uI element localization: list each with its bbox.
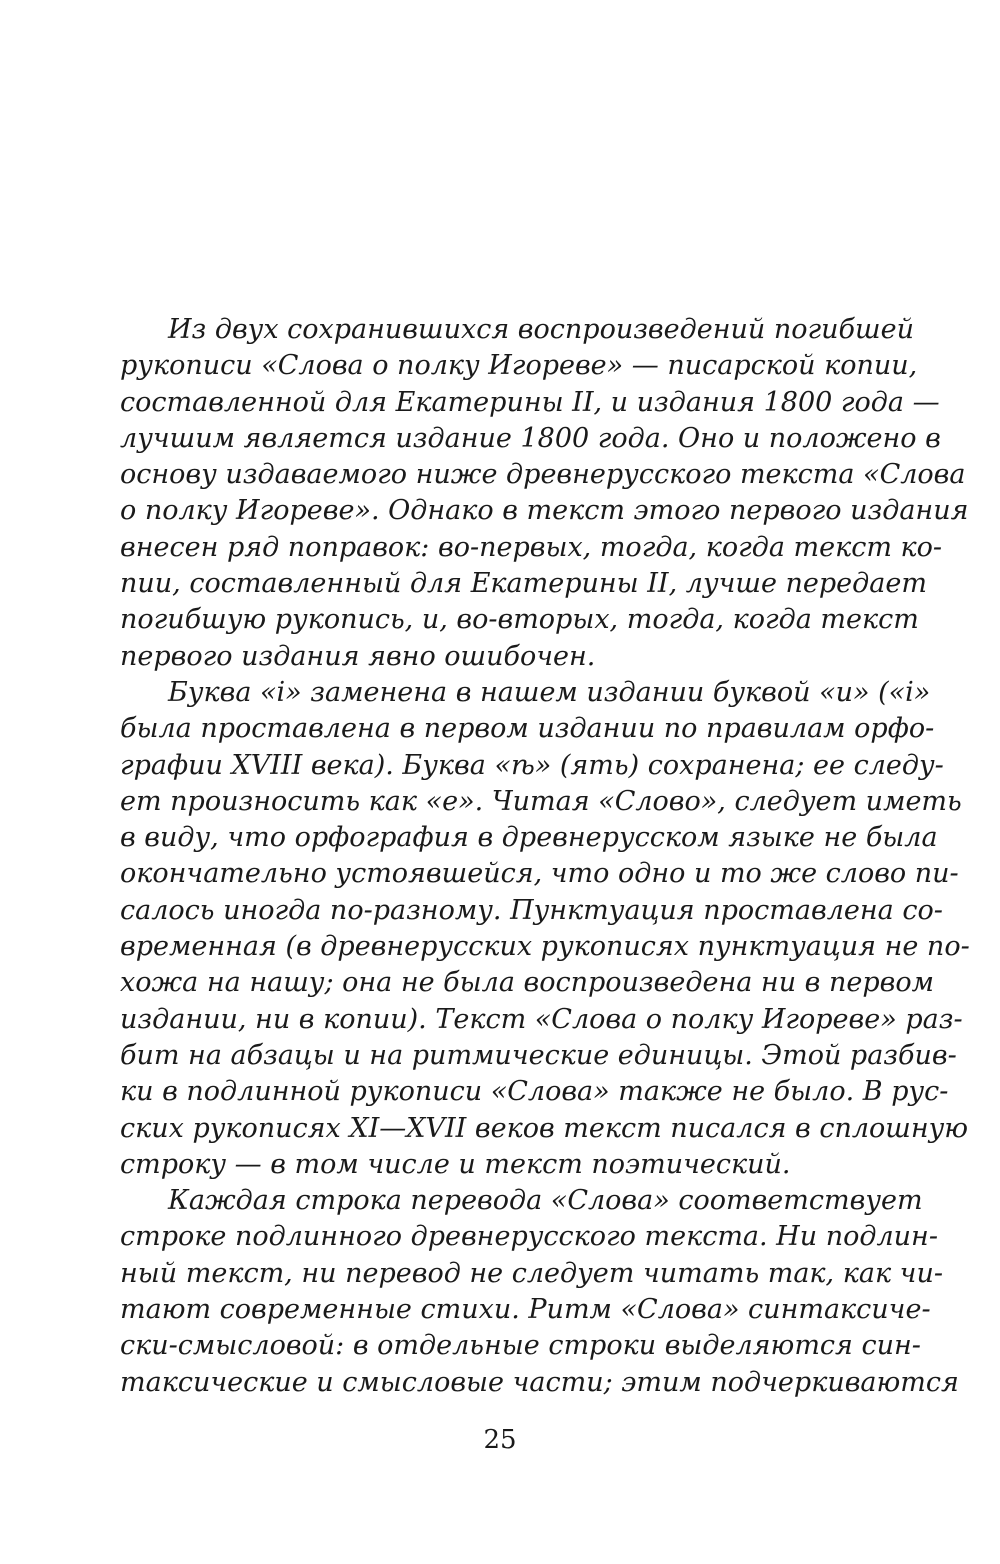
text-line: временная (в древнерусских рукописях пунктуация не по- [120,931,970,963]
text-line: ет произносить как «е». Читая «Слово», следует иметь [120,785,962,817]
text-line: о полку Игореве». Однако в текст этого первого издания [120,495,969,527]
text-line: салось иногда по-разному. Пунктуация проставлена со- [120,894,943,926]
text-line: ный текст, ни перевод не следует читать так, как чи- [120,1257,943,1289]
text-line: хожа на нашу; она не была воспроизведена ни в первом [120,967,934,999]
text-line: погибшую рукопись, и, во-вторых, тогда, когда текст [120,604,919,636]
paragraph-3 [120,1183,959,1401]
text-line: графии XVIII века). Буква «ѣ» (ять) сохранена; ее следу- [120,749,944,781]
text-line: Из двух сохранившихся воспроизведений погибшей [168,314,914,345]
text-line: тают современные стихи. Ритм «Слова» синтаксиче- [120,1294,931,1326]
page-number: 25 [483,1425,517,1455]
body-text [120,312,970,1401]
text-line: бит на абзацы и на ритмические единицы. Этой разбив- [120,1039,957,1071]
paragraph-2 [120,675,970,1183]
text-line: пии, составленный для Екатерины II, лучше передает [120,568,927,600]
text-line: ки в подлинной рукописи «Слова» также не было. В рус- [120,1076,949,1108]
text-line: рукописи «Слова о полку Игореве» — писарской копии, [120,350,918,382]
text-line: Каждая строка перевода «Слова» соответствует [168,1185,923,1217]
text-line: основу издаваемого ниже древнерусского текста «Слова [120,459,966,491]
text-line: ских рукописях XI—XVII веков текст писался в сплошную [120,1112,969,1144]
text-line: составленной для Екатерины II, и издания 1800 года — [120,386,940,418]
text-line: ски-смысловой: в отдельные строки выделяются син- [120,1330,921,1362]
text-line: внесен ряд поправок: во-первых, тогда, когда текст ко- [120,531,943,563]
text-line: первого издания явно ошибочен. [120,640,596,672]
text-line: издании, ни в копии). Текст «Слова о полку Игореве» раз- [120,1003,963,1035]
paragraph-1 [120,312,969,675]
text-line: Буква «i» заменена в нашем издании буквой «и» («i» [168,676,931,708]
text-line: в виду, что орфография в древнерусском языке не была [120,822,938,854]
text-line: окончательно устоявшейся, что одно и то же слово пи- [120,858,959,890]
text-line: была проставлена в первом издании по правилам орфо- [120,713,935,745]
text-line: таксические и смысловые части; этим подчеркиваются [120,1366,959,1398]
text-line: лучшим является издание 1800 года. Оно и положено в [120,422,941,454]
text-line: строке подлинного древнерусского текста. Ни подлин- [120,1221,938,1253]
text-line: строку — в том числе и текст поэтический. [120,1148,791,1180]
